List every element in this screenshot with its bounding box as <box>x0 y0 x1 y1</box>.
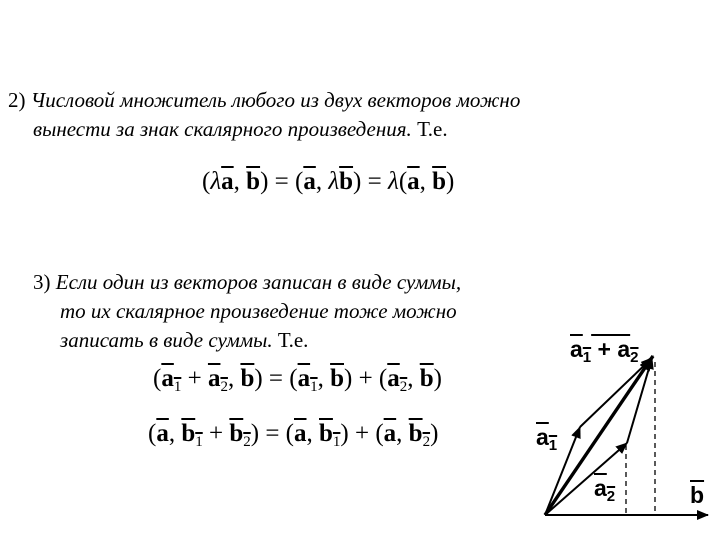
rule-2-suffix: Т.е. <box>411 117 448 141</box>
rule-2-text-2: вынести за знак скалярного произведения. <box>33 117 412 141</box>
rule-3-suffix: Т.е. <box>272 328 309 352</box>
label-b: b <box>690 482 705 508</box>
formula-scalar-factor: ($\lambda\overline{a}$, $\overline{b}) = (\overline{a}$, $\lambda\overline{b}) = \lambda(\overline{a}$, $\overline{b}$) <box>202 168 455 195</box>
formula-sum-first: ($a_1 + a_2$, $\overline{b}) = (a_1$, $\overline{b}) + (a_2$, $\overline{b}$) <box>153 365 442 395</box>
label-sum-a1-a2: $a_1 + a_2$ <box>570 336 639 366</box>
rule-2-text-1: Числовой множитель любого из двух векторов можно <box>30 88 521 112</box>
rule-3-number: 3) <box>33 270 51 294</box>
rule-3-text-3: записать в виде суммы. <box>60 328 273 352</box>
rule-3-text-1: Если один из векторов записан в виде суммы, <box>55 270 462 294</box>
rule-3-text-2: то их скалярное произведение тоже можно <box>60 299 457 323</box>
label-a1: $a_1$ <box>536 424 558 454</box>
label-a2: $a_2$ <box>594 475 616 505</box>
formula-sum-second: ($\overline{a}$, $b_1 + b_2) = (\overline{a}$, $b_1) + (\overline{a}$, $b_2$) <box>148 420 439 450</box>
rule-2-number: 2) <box>8 88 26 112</box>
